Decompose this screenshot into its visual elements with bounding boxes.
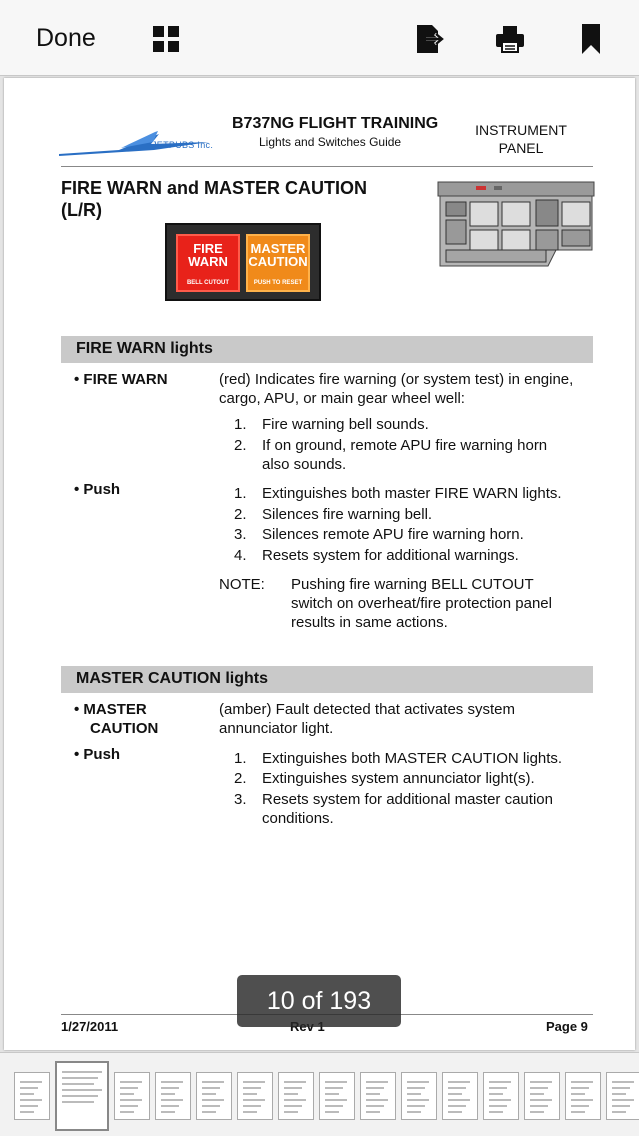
fire-warn-desc2: cargo, APU, or main gear wheel well:	[219, 390, 465, 407]
push-item-4-num: 4.	[234, 547, 247, 564]
master-caution-lamp	[246, 234, 310, 292]
push-term: • Push	[74, 481, 121, 498]
thumbnail-line	[284, 1105, 302, 1107]
thumbnail-line	[284, 1099, 306, 1101]
thumbnail-line	[161, 1105, 179, 1107]
thumbnail-line	[62, 1089, 102, 1091]
instrument-panel-diagram	[436, 180, 596, 270]
thumbnail-line	[448, 1111, 462, 1113]
thumbnail-line	[612, 1105, 630, 1107]
fire-warn-section-title: FIRE WARN lights	[76, 340, 213, 357]
master-desc2: annunciator light.	[219, 720, 334, 737]
thumbnail-line	[62, 1071, 102, 1073]
note-line2: switch on overheat/fire protection panel	[291, 595, 552, 612]
lamp-amber-line2: CAUTION	[248, 254, 308, 269]
page-thumbnail[interactable]	[606, 1072, 639, 1120]
page-thumbnail[interactable]	[565, 1072, 601, 1120]
thumbnail-line	[202, 1105, 220, 1107]
thumbnail-line	[366, 1081, 388, 1083]
page-counter: 10 of 193	[237, 975, 401, 1027]
thumbnail-line	[20, 1093, 34, 1095]
page-thumbnail[interactable]	[524, 1072, 560, 1120]
lamp-red-small: BELL CUTOUT	[186, 280, 230, 286]
push2-term-text: Push	[83, 746, 121, 763]
thumbnail-line	[202, 1087, 220, 1089]
fire-item-2-text-cont: also sounds.	[262, 456, 347, 473]
master-caution-section-bar	[61, 666, 593, 693]
thumbnail-strip[interactable]	[0, 1052, 639, 1136]
thumbnail-line	[407, 1105, 425, 1107]
thumbnail-line	[325, 1105, 343, 1107]
thumbnail-line	[530, 1099, 552, 1101]
push-item-1-text: Extinguishes both master FIRE WARN lights.	[262, 485, 562, 502]
thumbnail-line	[366, 1093, 380, 1095]
thumbnail-line	[62, 1083, 94, 1085]
thumbnail-line	[120, 1081, 142, 1083]
lamp-red-line2: WARN	[188, 254, 228, 269]
section-title-line2: (L/R)	[61, 200, 102, 220]
page-thumbnail[interactable]	[155, 1072, 191, 1120]
page-thumbnail[interactable]	[196, 1072, 232, 1120]
thumbnail-line	[612, 1111, 626, 1113]
thumbnail-line	[612, 1087, 630, 1089]
push2-item-2-text: Extinguishes system annunciator light(s).	[262, 770, 535, 787]
thumbnail-line	[161, 1099, 183, 1101]
thumbnail-line	[20, 1099, 42, 1101]
thumbnail-line	[571, 1099, 593, 1101]
thumbnail-line	[448, 1099, 470, 1101]
thumbnail-line	[120, 1111, 134, 1113]
fire-warn-term-text: FIRE WARN	[83, 371, 168, 388]
thumbnail-line	[243, 1105, 261, 1107]
thumbnail-line	[530, 1093, 544, 1095]
master-term-line1: MASTER	[83, 701, 147, 718]
push2-item-1-num: 1.	[234, 750, 247, 767]
header-title: B737NG FLIGHT TRAINING	[232, 115, 439, 132]
thumbnail-line	[20, 1081, 42, 1083]
fire-warn-lamp	[176, 234, 240, 292]
thumbnail-line	[530, 1081, 552, 1083]
footer-page: Page 9	[546, 1019, 588, 1034]
thumbnail-line	[489, 1111, 503, 1113]
push2-item-3-text-cont: conditions.	[262, 810, 334, 827]
page-thumbnail[interactable]	[278, 1072, 314, 1120]
thumbnail-line	[20, 1111, 34, 1113]
thumbnail-line	[489, 1087, 507, 1089]
push-item-4-text: Resets system for additional warnings.	[262, 547, 519, 564]
thumbnail-line	[161, 1093, 175, 1095]
thumbnail-line	[571, 1093, 585, 1095]
fire-warn-term: • FIRE WARN	[74, 371, 168, 388]
fire-item-1-num: 1.	[234, 416, 247, 433]
push-item-3-num: 3.	[234, 526, 247, 543]
thumbnail-line	[612, 1081, 634, 1083]
master-term-line2: CAUTION	[90, 720, 159, 737]
thumbnail-line	[325, 1087, 343, 1089]
thumbnail-line	[284, 1111, 298, 1113]
thumbnail-line	[243, 1099, 265, 1101]
thumbnail-line	[243, 1111, 257, 1113]
header-right-line1: INSTRUMENT	[475, 122, 567, 138]
lamp-amber-small: PUSH TO RESET	[253, 280, 303, 286]
thumbnail-line	[62, 1077, 98, 1079]
page-thumbnail[interactable]	[483, 1072, 519, 1120]
fire-item-2-text: If on ground, remote APU fire warning horn	[262, 437, 548, 454]
thumbnail-line	[448, 1105, 466, 1107]
page-thumbnail[interactable]	[360, 1072, 396, 1120]
thumbnail-line	[489, 1099, 511, 1101]
push-item-2-text: Silences fire warning bell.	[262, 506, 433, 523]
thumbnail-line	[530, 1087, 548, 1089]
page-thumbnail[interactable]	[319, 1072, 355, 1120]
thumbnail-line	[530, 1105, 548, 1107]
thumbnail-line	[284, 1081, 306, 1083]
thumbnail-line	[62, 1095, 98, 1097]
thumbnail-line	[489, 1105, 507, 1107]
thumbnail-line	[120, 1087, 138, 1089]
thumbnail-line	[325, 1093, 339, 1095]
push-item-1-num: 1.	[234, 485, 247, 502]
push-item-3-text: Silences remote APU fire warning horn.	[262, 526, 524, 543]
thumbnail-line	[366, 1105, 384, 1107]
thumbnail-line	[325, 1099, 347, 1101]
thumbnail-line	[489, 1081, 511, 1083]
thumbnail-line	[161, 1087, 179, 1089]
annunciator-lights-image	[165, 223, 321, 301]
page-thumbnail[interactable]	[114, 1072, 150, 1120]
note-line3: results in same actions.	[291, 614, 448, 631]
lamp-amber-line1: MASTER	[250, 241, 306, 256]
thumbnail-line	[161, 1081, 183, 1083]
page-thumbnail[interactable]	[401, 1072, 437, 1120]
thumbnail-line	[612, 1099, 634, 1101]
bookmark-icon[interactable]	[574, 22, 608, 56]
thumbnail-line	[407, 1081, 429, 1083]
push-item-2-num: 2.	[234, 506, 247, 523]
thumbnail-line	[120, 1105, 138, 1107]
header-right-line2: PANEL	[498, 140, 544, 156]
logo-text: JETPUBS Inc.	[152, 140, 214, 150]
export-icon[interactable]	[412, 22, 446, 56]
thumbnail-line	[571, 1111, 585, 1113]
fire-warn-section-bar	[61, 336, 593, 363]
document-page	[4, 78, 635, 1050]
fire-warn-desc1: (red) Indicates fire warning (or system test) in engine,	[219, 371, 574, 388]
thumbnail-line	[243, 1087, 261, 1089]
done-button[interactable]: Done	[36, 24, 96, 52]
top-toolbar	[0, 0, 639, 76]
header-divider	[61, 166, 593, 167]
push2-item-3-num: 3.	[234, 791, 247, 808]
thumbnail-line	[284, 1087, 302, 1089]
push2-item-1-text: Extinguishes both MASTER CAUTION lights.	[262, 750, 563, 767]
thumbnail-line	[448, 1087, 466, 1089]
thumbnail-line	[407, 1087, 425, 1089]
thumbnail-line	[571, 1081, 593, 1083]
thumbnail-line	[161, 1111, 175, 1113]
print-icon[interactable]	[493, 22, 527, 56]
thumbnail-line	[284, 1093, 298, 1095]
thumbnail-line	[571, 1087, 589, 1089]
push-term-text: Push	[83, 481, 121, 498]
page-thumbnail[interactable]	[237, 1072, 273, 1120]
thumbnail-line	[62, 1101, 94, 1103]
thumbnail-line	[325, 1081, 347, 1083]
thumbnail-line	[243, 1081, 265, 1083]
thumbnail-line	[202, 1099, 224, 1101]
master-desc1: (amber) Fault detected that activates system	[219, 701, 515, 718]
thumbnail-line	[366, 1087, 384, 1089]
note-line1: Pushing fire warning BELL CUTOUT	[291, 576, 534, 593]
section-title-line1: FIRE WARN and MASTER CAUTION	[61, 178, 367, 198]
thumbnail-line	[20, 1105, 38, 1107]
header-subtitle: Lights and Switches Guide	[259, 135, 402, 149]
thumbnail-line	[243, 1093, 257, 1095]
page-thumbnail[interactable]	[55, 1061, 109, 1131]
thumbnail-line	[202, 1093, 216, 1095]
thumbnail-line	[407, 1099, 429, 1101]
thumbnail-line	[202, 1111, 216, 1113]
thumbnail-line	[530, 1111, 544, 1113]
push2-term: • Push	[74, 746, 121, 763]
thumbnail-line	[120, 1093, 134, 1095]
note-label: NOTE:	[219, 576, 265, 593]
thumbnail-line	[20, 1087, 38, 1089]
page-thumbnail[interactable]	[14, 1072, 50, 1120]
grid-icon[interactable]	[149, 22, 183, 56]
thumbnail-line	[407, 1093, 421, 1095]
footer-date: 1/27/2011	[61, 1019, 119, 1034]
fire-item-2-num: 2.	[234, 437, 247, 454]
lamp-red-line1: FIRE	[193, 241, 223, 256]
thumbnail-line	[448, 1081, 470, 1083]
thumbnail-line	[448, 1093, 462, 1095]
thumbnail-line	[612, 1093, 626, 1095]
thumbnail-line	[325, 1111, 339, 1113]
header-section-label	[466, 121, 576, 157]
thumbnail-line	[202, 1081, 224, 1083]
thumbnail-line	[489, 1093, 503, 1095]
push2-item-3-text: Resets system for additional master caution	[262, 791, 553, 808]
fire-item-1-text: Fire warning bell sounds.	[262, 416, 429, 433]
thumbnail-line	[407, 1111, 421, 1113]
thumbnail-line	[366, 1111, 380, 1113]
master-caution-term: • MASTER CAUTION	[74, 701, 159, 737]
thumbnail-line	[571, 1105, 589, 1107]
master-caution-section-title: MASTER CAUTION lights	[76, 670, 268, 687]
page-thumbnail[interactable]	[442, 1072, 478, 1120]
thumbnail-line	[120, 1099, 142, 1101]
push2-item-2-num: 2.	[234, 770, 247, 787]
thumbnail-line	[366, 1099, 388, 1101]
section-title	[61, 177, 401, 221]
